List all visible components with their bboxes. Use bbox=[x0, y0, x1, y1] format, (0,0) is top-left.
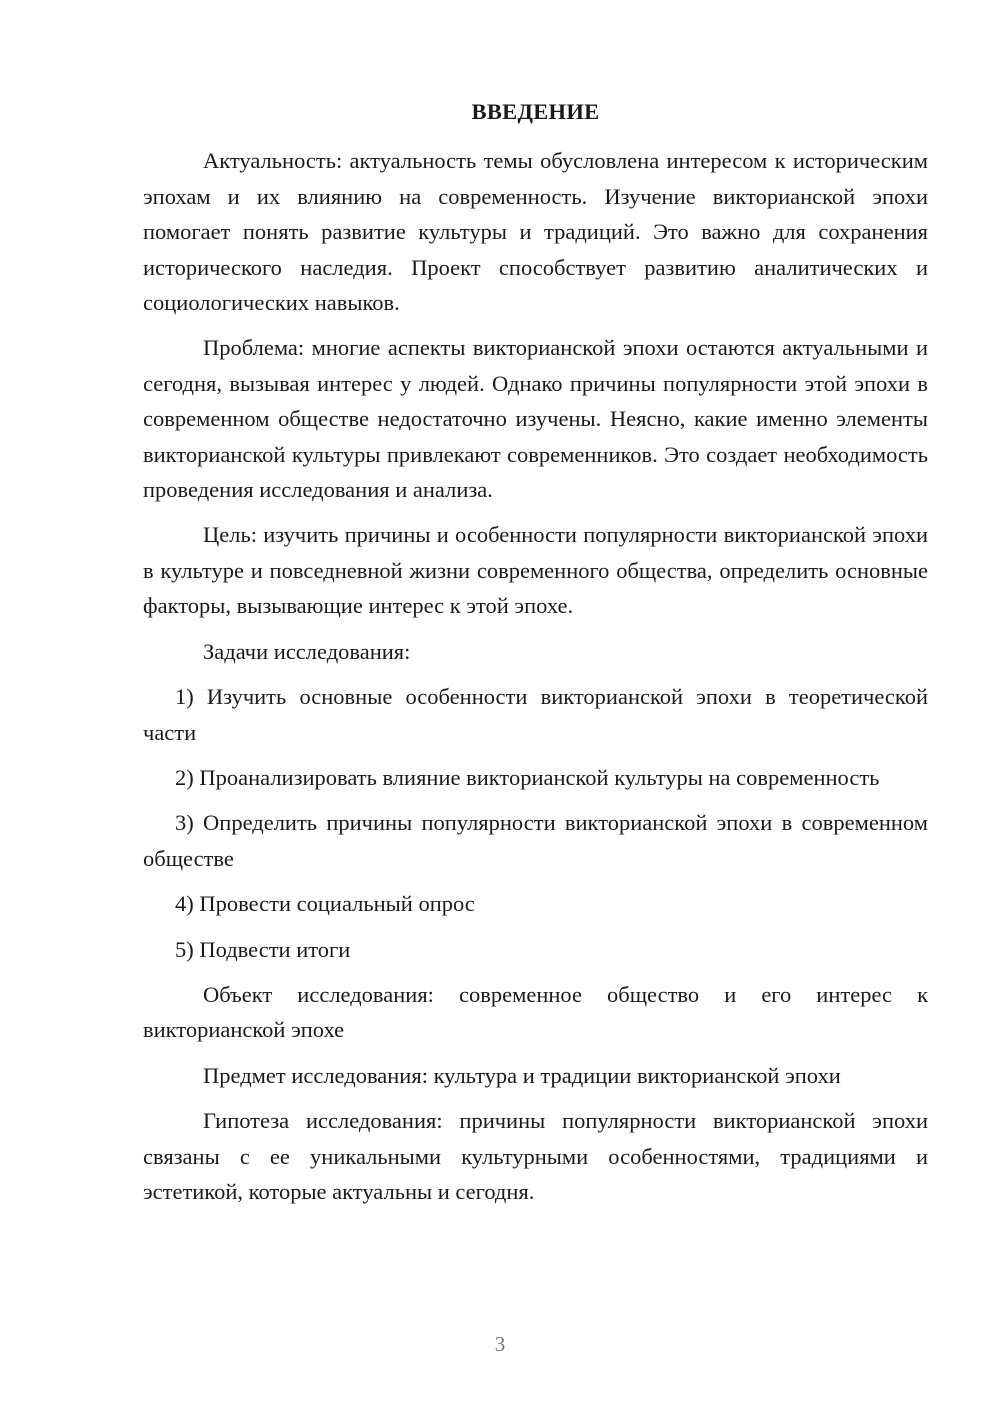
task-item-2: 2) Проанализировать влияние викторианской культуры на современность bbox=[175, 764, 880, 790]
relevance-paragraph: Актуальность: актуальность темы обусловлена интересом к историческим эпохам и их влиянию на современность. Изучение викторианской эпохи помогает понять развитие культуры и традиций. Это важно для сохранения исторического наследия. Проект способствует развитию аналитических и социологических навыков. bbox=[143, 148, 928, 316]
task-item-3: 3) Определить причины популярности викторианской эпохи в современном обществе bbox=[143, 810, 928, 871]
problem-paragraph: Проблема: многие аспекты викторианской эпохи остаются актуальными и сегодня, вызывая интерес у людей. Однако причины популярности этой эпохи в современном обществе недостаточно изучены. Неясно, какие именно элементы викторианской культуры привлекают современников. Это создает необходимость проведения исследования и анализа. bbox=[143, 335, 928, 503]
page-number: 3 bbox=[494, 1332, 506, 1356]
object-paragraph: Объект исследования: современное общество и его интерес к викторианской эпохе bbox=[143, 981, 928, 1043]
page-title: ВВЕДЕНИЕ bbox=[471, 99, 600, 124]
hypothesis-paragraph: Гипотеза исследования: причины популярности викторианской эпохи связаны с ее уникальными культурными особенностями, традициями и эстетикой, которые актуальны и сегодня. bbox=[143, 1108, 928, 1204]
task-item-5: 5) Подвести итоги bbox=[175, 936, 351, 962]
task-item-4: 4) Провести социальный опрос bbox=[175, 891, 475, 917]
subject-paragraph: Предмет исследования: культура и традиции викторианской эпохи bbox=[203, 1062, 841, 1088]
tasks-heading: Задачи исследования: bbox=[203, 638, 411, 664]
document-page bbox=[143, 94, 928, 1219]
goal-paragraph: Цель: изучить причины и особенности популярности викторианской эпохи в культуре и повседневной жизни современного общества, определить основные факторы, вызывающие интерес к этой эпохе. bbox=[143, 522, 928, 619]
task-item-1: 1) Изучить основные особенности викторианской эпохи в теоретической части bbox=[143, 684, 928, 745]
